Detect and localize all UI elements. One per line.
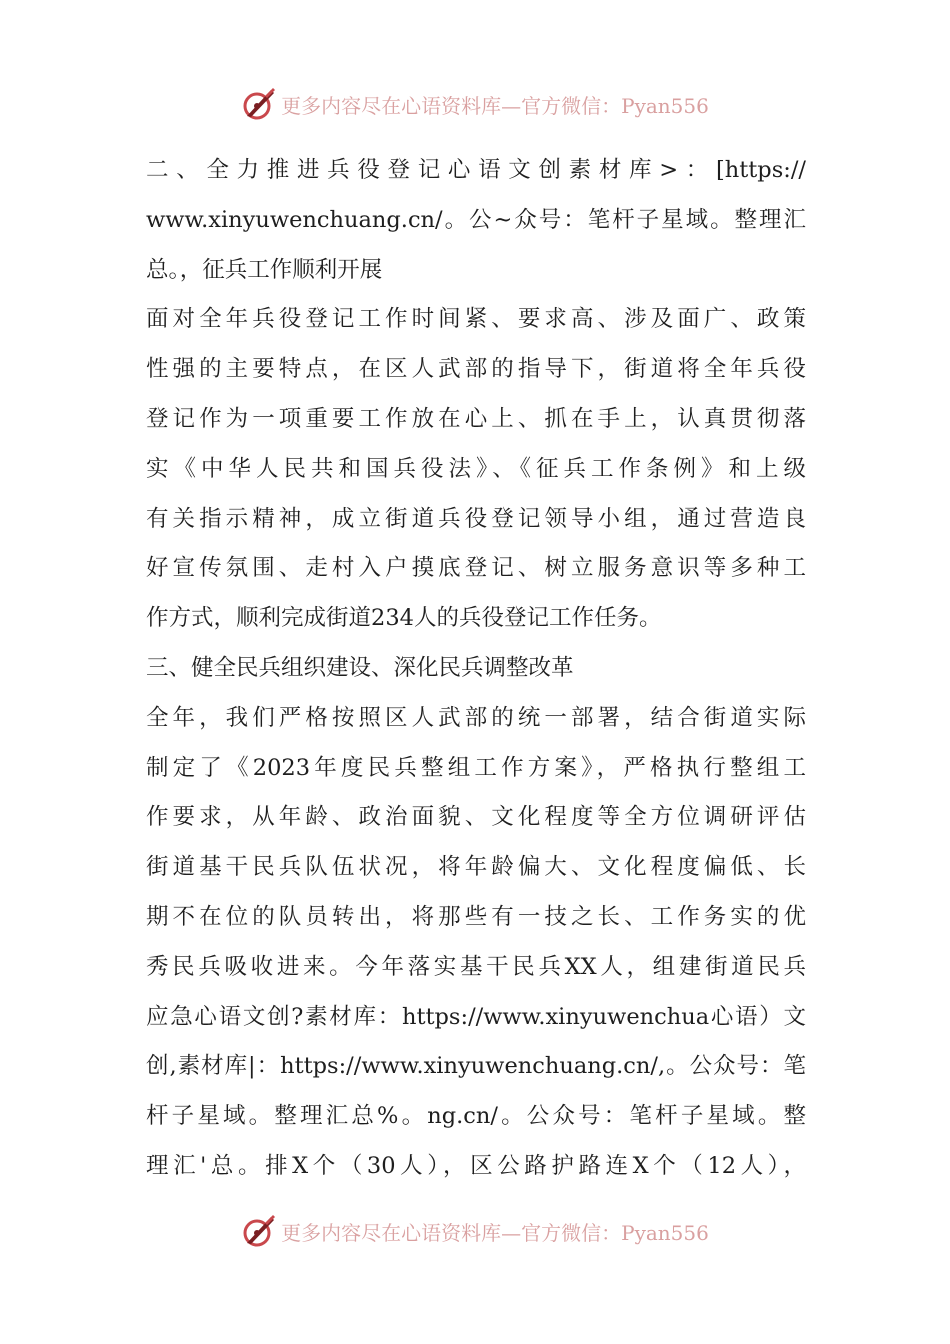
quill-pen-logo-icon <box>241 1213 277 1249</box>
text-line: 杆子星域。整理汇总%。ng.cn/。公众号：笔杆子星域。整 <box>146 1103 806 1130</box>
text-line: 作要求，从年龄、政治面貌、文化程度等全方位调研评估 <box>146 804 806 831</box>
text-line: 二、全力推进兵役登记心语文创素材库>：[https:// <box>146 157 806 183</box>
header-banner-text: 更多内容尽在心语资料库—官方微信：Pyan556 <box>281 93 709 118</box>
quill-pen-logo-icon <box>241 86 277 122</box>
text-line: 三、健全民兵组织建设、深化民兵调整改革 <box>146 654 574 681</box>
text-line: 全年，我们严格按照区人武部的统一部署，结合街道实际 <box>146 704 806 731</box>
footer-banner-inner <box>241 1213 709 1249</box>
text-line: 创,素材库|：https://www.xinyuwenchuang.cn/,。公众号：笔 <box>146 1053 806 1080</box>
header-banner-inner <box>241 86 709 122</box>
text-line: www.xinyuwenchuang.cn/。公~众号：笔杆子星域。整理汇 <box>146 206 806 233</box>
header-banner <box>0 82 950 126</box>
text-line: 面对全年兵役登记工作时间紧、要求高、涉及面广、政策 <box>146 306 806 333</box>
text-line: 制定了《2023年度民兵整组工作方案》，严格执行整组工 <box>146 754 806 781</box>
text-line: 作方式，顺利完成街道234人的兵役登记工作任务。 <box>146 605 662 632</box>
text-line: 好宣传氛围、走村入户摸底登记、树立服务意识等多种工 <box>146 555 806 582</box>
text-line: 性强的主要特点，在区人武部的指导下，街道将全年兵役 <box>146 356 806 383</box>
text-line: 登记作为一项重要工作放在心上、抓在手上，认真贯彻落 <box>146 405 806 432</box>
text-line: 理汇'总。排X个（30人），区公路护路连X个（12人）， <box>146 1152 806 1179</box>
text-line: 实《中华人民共和国兵役法》、《征兵工作条例》和上级 <box>146 455 806 482</box>
text-line: 有关指示精神，成立街道兵役登记领导小组，通过营造良 <box>146 505 806 532</box>
text-line: 期不在位的队员转出，将那些有一技之长、工作务实的优 <box>146 903 806 930</box>
text-line: 街道基干民兵队伍状况，将年龄偏大、文化程度偏低、长 <box>146 854 806 881</box>
text-line: 总。，征兵工作顺利开展 <box>146 256 383 283</box>
body-text <box>146 146 806 1192</box>
text-line: 秀民兵吸收进来。今年落实基干民兵XX人，组建街道民兵 <box>146 953 806 980</box>
text-line: 应急心语文创?素材库：https://www.xinyuwenchua心语）文 <box>146 1003 806 1030</box>
footer-banner <box>0 1209 950 1253</box>
footer-banner-text: 更多内容尽在心语资料库—官方微信：Pyan556 <box>281 1220 709 1245</box>
